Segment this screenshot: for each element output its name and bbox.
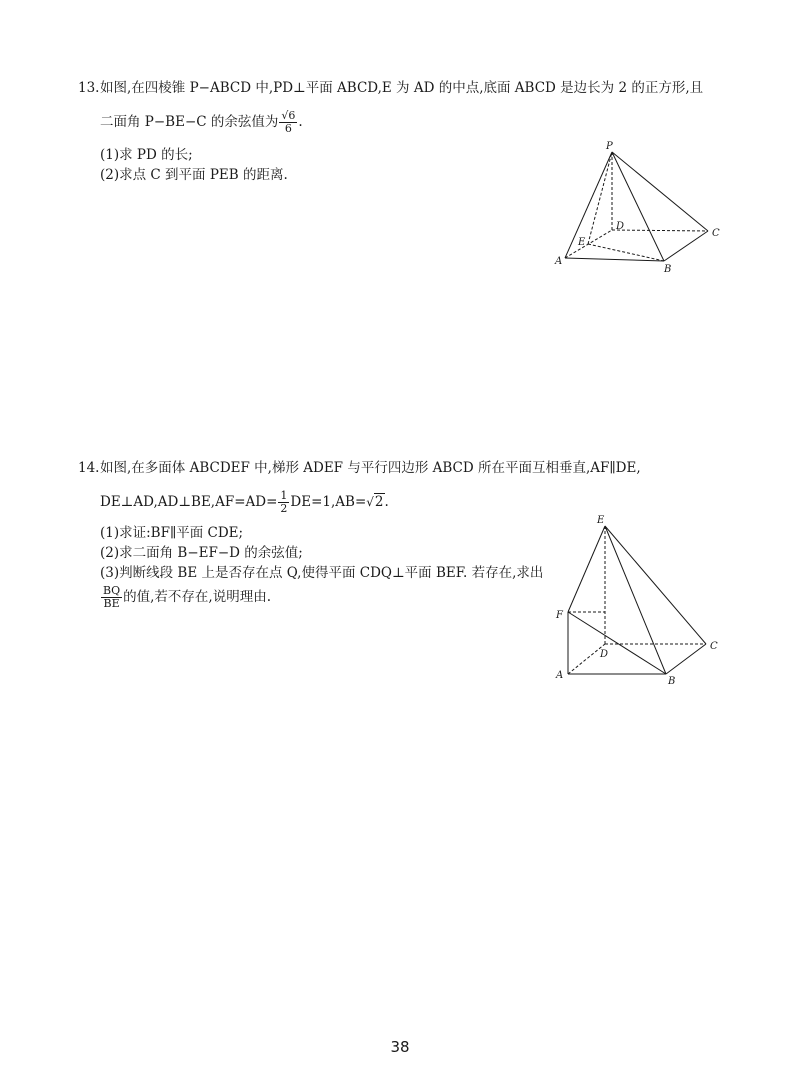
edge-ab: [565, 258, 664, 261]
problem-13-question-1: (1)求 PD 的长;: [100, 147, 193, 163]
fraction-numerator: 1: [280, 489, 288, 502]
fraction-denominator: 6: [284, 122, 292, 135]
problem-14-half-fraction: [278, 490, 289, 515]
edge-eb: [588, 244, 664, 261]
problem-14-question-1: (1)求证:BF∥平面 CDE;: [100, 525, 244, 541]
problem-14-stem-line2-text: DE⊥AD,AD⊥BE,AF=AD=: [100, 494, 278, 510]
problem-14-question-3-tail: 的值,若不存在,说明理由.: [123, 589, 271, 605]
problem-14-stem-line2: [78, 490, 738, 515]
problem-14-question-2: (2)求二面角 B−EF−D 的余弦值;: [100, 545, 303, 561]
problem-13-question-2: (2)求点 C 到平面 PEB 的距离.: [100, 167, 288, 183]
problem-13-number: 13.: [78, 80, 100, 96]
sqrt-radical-icon: √: [366, 495, 374, 509]
label-p: P: [606, 141, 613, 152]
label-b: B: [668, 676, 676, 686]
edge-fe: [568, 526, 605, 612]
label-a: A: [555, 256, 563, 267]
edge-fb: [568, 612, 666, 674]
label-f: F: [556, 610, 563, 621]
problem-14-stem: [78, 458, 738, 478]
polyhedron-figure: [550, 514, 730, 686]
fraction-denominator: BE: [103, 597, 120, 610]
label-d: D: [616, 221, 625, 232]
problem-14-stem-line2-mid: DE=1,AB=: [290, 494, 367, 510]
edge-pc: [612, 152, 708, 231]
pyramid-figure: [548, 138, 728, 278]
period: .: [384, 494, 389, 510]
sqrt-body: 2: [374, 494, 384, 510]
problem-14-stem-line1: 如图,在多面体 ABCDEF 中,梯形 ADEF 与平行四边形 ABCD 所在平面互相垂直,AF∥DE,: [100, 460, 641, 476]
label-a: A: [556, 670, 564, 681]
edge-bc: [664, 231, 708, 261]
bq-over-be-fraction: [101, 585, 122, 610]
label-b: B: [664, 264, 672, 275]
problem-13-stem-line1: 如图,在四棱锥 P−ABCD 中,PD⊥平面 ABCD,E 为 AD 的中点,底面 ABCD 是边长为 2 的正方形,且: [100, 80, 704, 96]
period: .: [298, 114, 303, 130]
problem-14-number: 14.: [78, 460, 100, 476]
sqrt-two: [366, 492, 384, 512]
edge-eb: [605, 526, 666, 674]
problem-14-question-3: (3)判断线段 BE 上是否存在点 Q,使得平面 CDQ⊥平面 BEF. 若存在,求出: [100, 565, 544, 581]
label-e: E: [578, 237, 586, 248]
label-d: D: [600, 649, 609, 660]
label-e: E: [597, 515, 605, 526]
fraction-denominator: 2: [280, 502, 288, 515]
edge-pb: [612, 152, 664, 261]
fraction-numerator: BQ: [103, 584, 121, 597]
edge-dc: [612, 230, 708, 231]
problem-13-cosine-fraction: [279, 110, 297, 135]
fraction-numerator: √6: [281, 109, 296, 122]
edge-ec: [605, 526, 706, 644]
label-c: C: [710, 641, 718, 652]
label-c: C: [712, 228, 720, 239]
problem-13-stem-line2: [78, 110, 738, 135]
problem-13-stem: [78, 78, 738, 98]
page-number: 38: [390, 1038, 410, 1056]
problem-13-stem-line2-text: 二面角 P−BE−C 的余弦值为: [100, 114, 279, 130]
edge-bc: [666, 644, 706, 674]
